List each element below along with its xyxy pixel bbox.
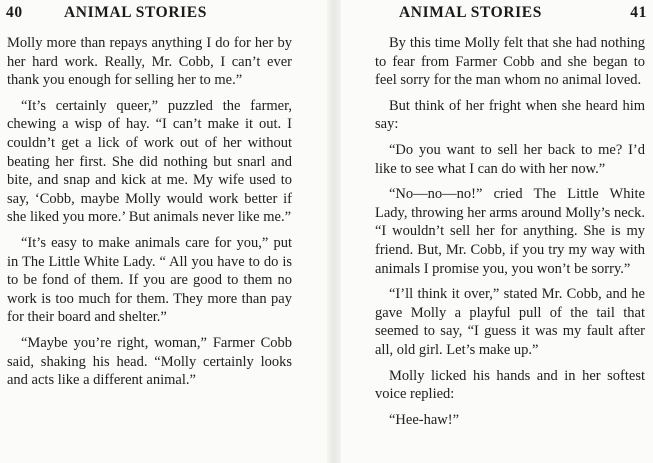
right-paragraph: By this time Molly felt that she had nothing to fear from Farmer Cobb and she began to feel sorry for the man whom no animal loved. — [375, 35, 645, 89]
right-paragraph: Molly licked his hands and in her softest voice replied: — [375, 367, 645, 403]
left-running-head: ANIMAL STORIES — [64, 4, 207, 21]
right-paragraph: But think of her fright when she heard him say: — [375, 97, 645, 133]
left-paragraph: Molly more than repays anything I do for her by her hard work. Really, Mr. Cobb, I can’t ever thank you enough for selling her to me.” — [7, 35, 292, 89]
right-paragraph: “Do you want to sell her back to me? I’d like to see what I can do with her now.” — [375, 141, 645, 177]
right-paragraph: “I’ll think it over,” stated Mr. Cobb, and he gave Molly a playful pull of the tail that seemed to say, “I guess it was my fault after all, old girl. Let’s make up.” — [375, 286, 645, 358]
right-paragraph: “No—no—no!” cried The Little White Lady, throwing her arms around Molly’s neck. “I wouldn’t sell her for anything. She is my friend. But, Mr. Cobb, if you try my way with animals I promise you, you won’t be sorry.” — [375, 186, 645, 277]
right-page — [341, 0, 653, 463]
right-running-head: ANIMAL STORIES — [399, 4, 542, 21]
right-page-header — [343, 4, 647, 24]
book-gutter — [327, 0, 341, 463]
right-page-number: 41 — [630, 4, 647, 21]
left-page-header — [6, 4, 322, 24]
right-paragraph: “Hee-haw!” — [389, 411, 460, 428]
left-paragraph: “It’s certainly queer,” puzzled the farmer, chewing a wisp of hay. “I can’t make it out. I couldn’t get a lick of work out of her without beating her first. She did nothing but snarl and bite, and snap and kick at me. My wife used to say, ‘Cobb, maybe Molly would work better if she liked you more.’ But animals never like me.” — [7, 97, 292, 226]
left-page-body — [7, 34, 292, 397]
left-paragraph: “Maybe you’re right, woman,” Farmer Cobb said, shaking his head. “Molly certainly looks and acts like a different animal.” — [7, 334, 292, 389]
left-page-number: 40 — [6, 4, 23, 21]
left-paragraph: “It’s easy to make animals care for you,” put in The Little White Lady. “ All you have to do is to be fond of them. If you are good to them no work is too much for them. They more than pay for their board and shelter.” — [7, 234, 292, 326]
right-page-body — [375, 34, 645, 436]
